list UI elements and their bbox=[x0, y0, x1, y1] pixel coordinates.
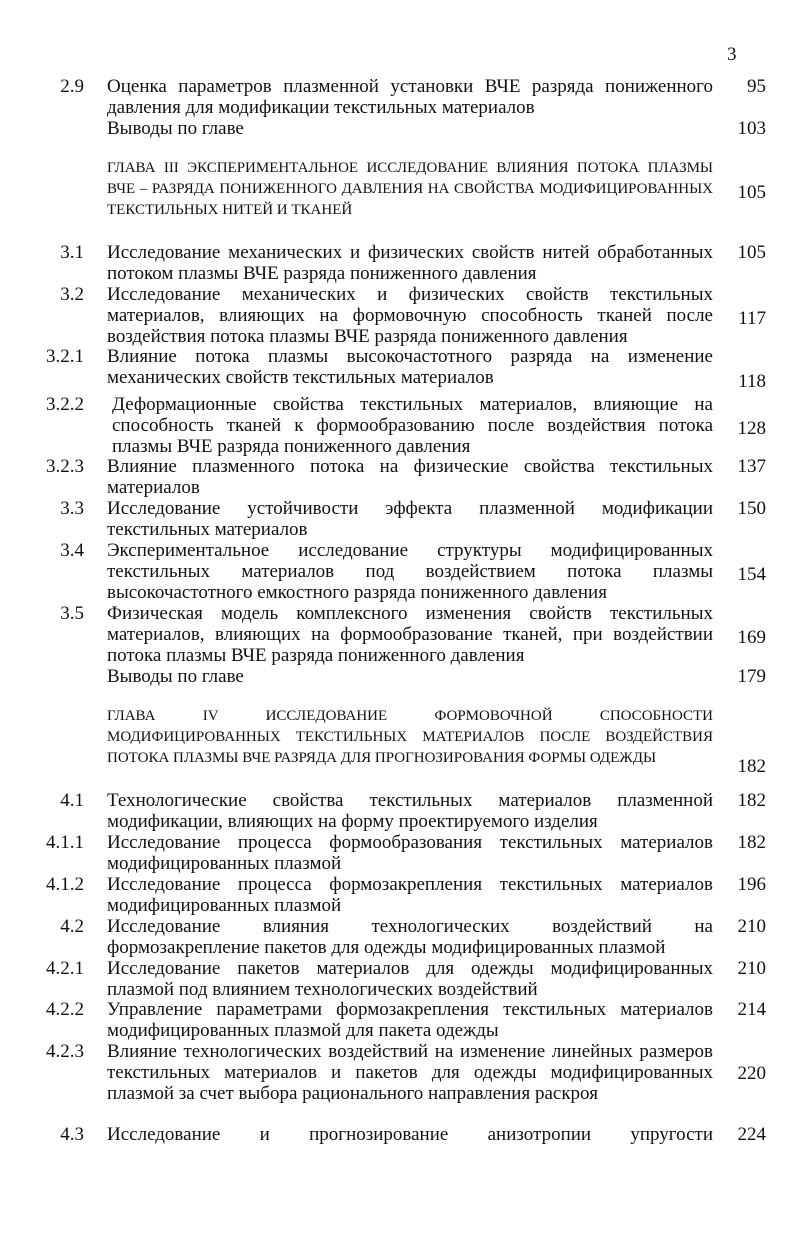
toc-entry-title: Исследование механических и физических свойств нитей обработанных потоком плазмы ВЧЕ разряда пониженного давления bbox=[107, 242, 713, 284]
toc-entry-number: 4.2.2 bbox=[46, 999, 84, 1020]
toc-entry-number: 4.1.1 bbox=[46, 832, 84, 853]
toc-entry-page: 154 bbox=[737, 564, 766, 585]
toc-entry-number: 3.5 bbox=[60, 603, 84, 624]
toc-entry-number: 3.2.1 bbox=[46, 346, 84, 367]
toc-entry-number: 3.2 bbox=[60, 284, 84, 305]
toc-entry-number: 3.4 bbox=[60, 540, 84, 561]
toc-entry-number: 4.2.1 bbox=[46, 958, 84, 979]
toc-entry-page: 103 bbox=[737, 118, 766, 139]
toc-entry-page: 95 bbox=[747, 76, 766, 97]
toc-entry-title: Деформационные свойства текстильных материалов, влияющие на способность тканей к формообразованию после воздействия потока плазмы ВЧЕ разряда пониженного давления bbox=[112, 394, 713, 457]
toc-entry-page: 137 bbox=[737, 456, 766, 477]
toc-entry-title: Исследование процесса формообразования текстильных материалов модифицированных плазмой bbox=[107, 832, 713, 874]
toc-entry-number: 3.2.2 bbox=[46, 394, 84, 415]
toc-entry-page: 182 bbox=[737, 832, 766, 853]
toc-entry-page: 214 bbox=[737, 999, 766, 1020]
toc-entry-page: 150 bbox=[737, 498, 766, 519]
toc-entry-title: Исследование процесса формозакрепления текстильных материалов модифицированных плазмой bbox=[107, 874, 713, 916]
toc-entry-title: Влияние технологических воздействий на изменение линейных размеров текстильных материалов и пакетов для одежды модифицированных плазмой за счет выбора рационального направления раскроя bbox=[107, 1041, 713, 1104]
toc-entry-page: 128 bbox=[737, 418, 766, 439]
toc-entry-page: 105 bbox=[737, 182, 766, 203]
toc-entry-page: 117 bbox=[738, 308, 766, 329]
toc-entry-title: Исследование устойчивости эффекта плазменной модификации текстильных материалов bbox=[107, 498, 713, 540]
page-number: 3 bbox=[727, 44, 737, 65]
toc-entry-page: 169 bbox=[737, 627, 766, 648]
toc-entry-page: 182 bbox=[737, 756, 766, 777]
toc-entry-title: Влияние потока плазмы высокочастотного разряда на изменение механических свойств текстильных материалов bbox=[107, 346, 713, 388]
toc-entry-number: 4.2.3 bbox=[46, 1041, 84, 1062]
toc-entry-title: Физическая модель комплексного изменения свойств текстильных материалов, влияющих на формообразование тканей, при воздействии потока плазмы ВЧЕ разряда пониженного давления bbox=[107, 603, 713, 666]
toc-entry-title: Исследование и прогнозирование анизотропии упругости bbox=[107, 1124, 713, 1145]
toc-entry-number: 2.9 bbox=[60, 76, 84, 97]
toc-entry-title: Исследование механических и физических свойств текстильных материалов, влияющих на формовочную способность тканей после воздействия потока плазмы ВЧЕ разряда пониженного давления bbox=[107, 284, 713, 347]
toc-chapter-title: ГЛАВА III ЭКСПЕРИМЕНТАЛЬНОЕ ИССЛЕДОВАНИЕ ВЛИЯНИЯ ПОТОКА ПЛАЗМЫ ВЧЕ – РАЗРЯДА ПОНИЖЕННОГО ДАВЛЕНИЯ НА СВОЙСТВА МОДИФИЦИРОВАННЫХ ТЕКСТИЛЬНЫХ НИТЕЙ И ТКАНЕЙ bbox=[107, 160, 713, 218]
toc-entry-title: Исследование пакетов материалов для одежды модифицированных плазмой под влиянием технологических воздействий bbox=[107, 958, 713, 1000]
toc-chapter-title: ГЛАВА IV ИССЛЕДОВАНИЕ ФОРМОВОЧНОЙ СПОСОБНОСТИ МОДИФИЦИРОВАННЫХ ТЕКСТИЛЬНЫХ МАТЕРИАЛОВ ПОСЛЕ ВОЗДЕЙСТВИЯ ПОТОКА ПЛАЗМЫ ВЧЕ РАЗРЯДА ДЛЯ ПРОГНОЗИРОВАНИЯ ФОРМЫ ОДЕЖДЫ bbox=[107, 708, 713, 766]
toc-entry-number: 3.2.3 bbox=[46, 456, 84, 477]
toc-entry-page: 224 bbox=[737, 1124, 766, 1145]
toc-entry-page: 196 bbox=[737, 874, 766, 895]
toc-entry-number: 4.3 bbox=[60, 1124, 84, 1145]
toc-entry-page: 210 bbox=[737, 958, 766, 979]
toc-entry-page: 182 bbox=[737, 790, 766, 811]
toc-entry-number: 4.1 bbox=[60, 790, 84, 811]
toc-entry-page: 179 bbox=[737, 666, 766, 687]
toc-entry-page: 105 bbox=[737, 242, 766, 263]
toc-entry-number: 4.2 bbox=[60, 916, 84, 937]
toc-entry-page: 210 bbox=[737, 916, 766, 937]
toc-entry-title: Влияние плазменного потока на физические свойства текстильных материалов bbox=[107, 456, 713, 498]
toc-entry-page: 220 bbox=[737, 1063, 766, 1084]
toc-entry-title: Оценка параметров плазменной установки ВЧЕ разряда пониженного давления для модификации текстильных материалов bbox=[107, 76, 713, 118]
toc-entry-title: Технологические свойства текстильных материалов плазменной модификации, влияющих на форму проектируемого изделия bbox=[107, 790, 713, 832]
toc-entry-title: Выводы по главе bbox=[107, 118, 244, 139]
toc-entry-page: 118 bbox=[738, 371, 766, 392]
toc-entry-title: Исследование влияния технологических воздействий на формозакрепление пакетов для одежды модифицированных плазмой bbox=[107, 916, 713, 958]
toc-entry-number: 4.1.2 bbox=[46, 874, 84, 895]
toc-entry-number: 3.1 bbox=[60, 242, 84, 263]
toc-entry-title: Выводы по главе bbox=[107, 666, 244, 687]
toc-entry-title: Экспериментальное исследование структуры модифицированных текстильных материалов под воздействием потока плазмы высокочастотного емкостного разряда пониженного давления bbox=[107, 540, 713, 603]
toc-entry-title: Управление параметрами формозакрепления текстильных материалов модифицированных плазмой для пакета одежды bbox=[107, 999, 713, 1041]
toc-entry-number: 3.3 bbox=[60, 498, 84, 519]
